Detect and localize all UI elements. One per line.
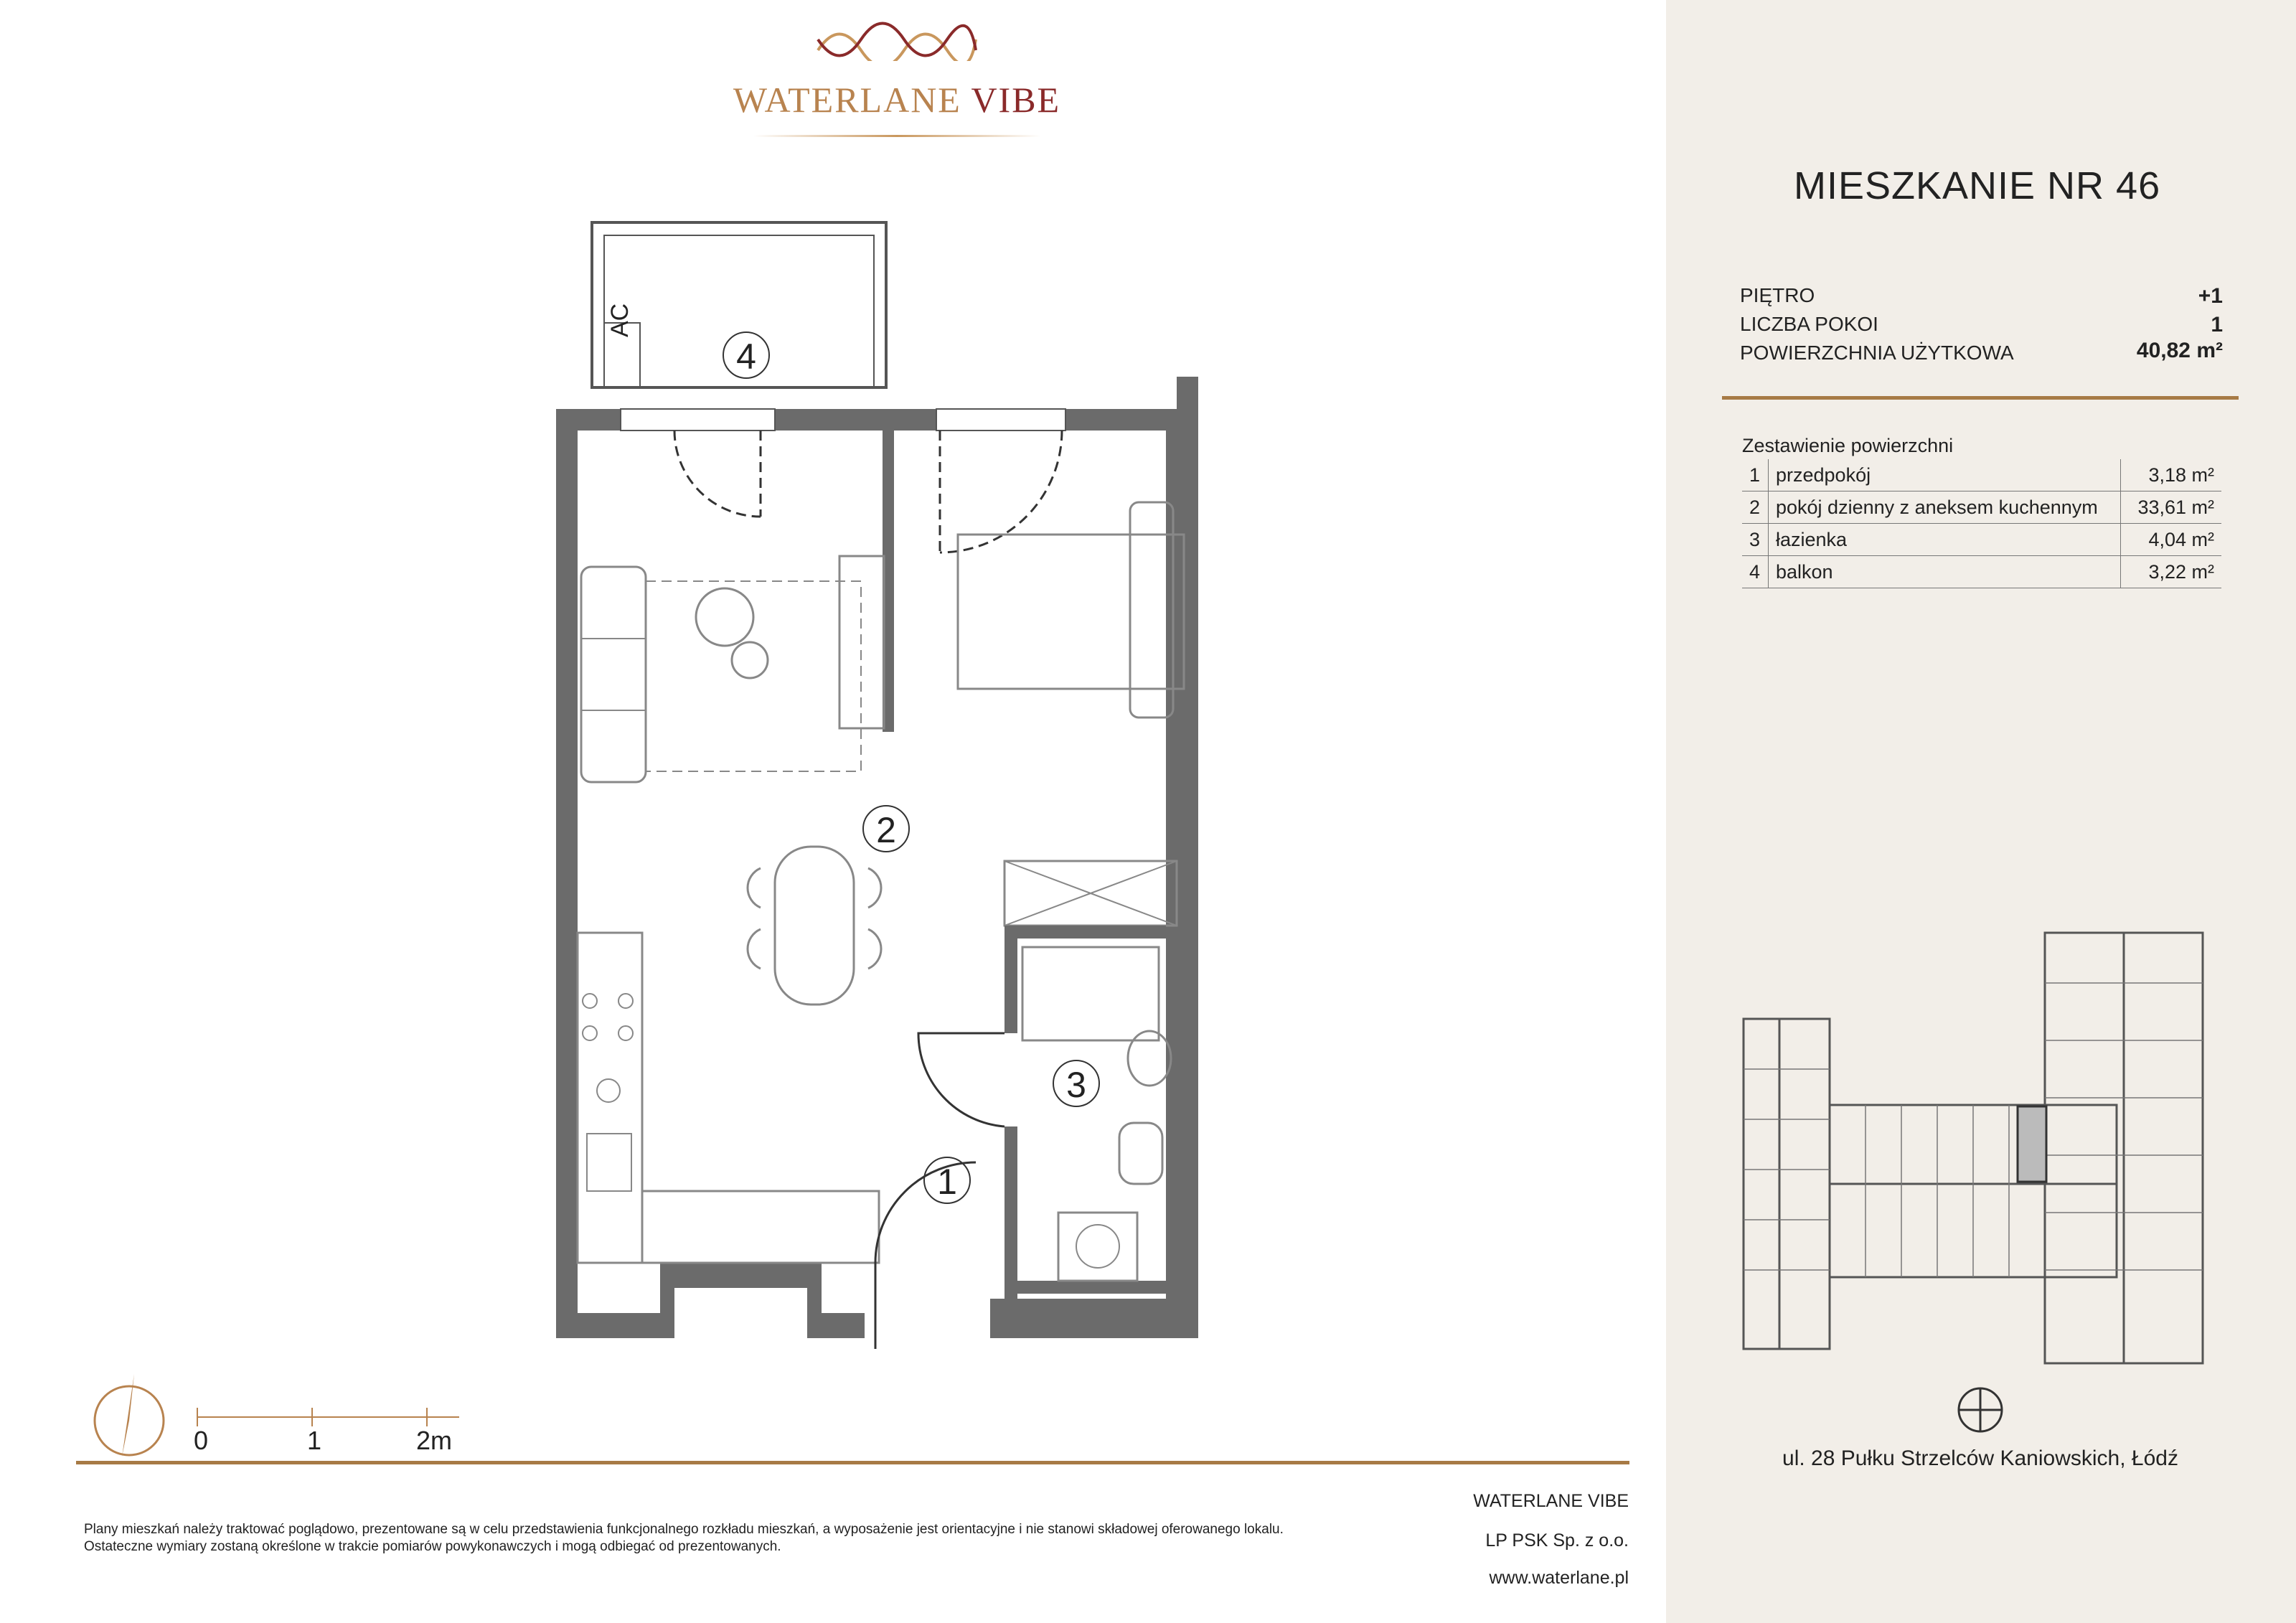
row-number: 1	[1742, 459, 1769, 491]
address: ul. 28 Pułku Strzelców Kaniowskich, Łódź	[1782, 1446, 2178, 1470]
footer-website[interactable]: www.waterlane.pl	[1489, 1568, 1629, 1588]
walls	[556, 377, 1198, 1338]
brand-name-part2: VIBE	[971, 80, 1061, 120]
kitchen-counter	[578, 933, 642, 1263]
row-area: 3,22 m²	[2121, 556, 2222, 588]
row-number: 4	[1742, 556, 1769, 588]
footer-company-2: LP PSK Sp. z o.o.	[1485, 1530, 1629, 1551]
room-label-3: 3	[1066, 1065, 1086, 1105]
dining-table	[775, 847, 854, 1005]
info-value-area: 40,82 m²	[2136, 339, 2223, 362]
info-panel	[1666, 0, 2296, 1623]
info-value-rooms: 1	[2211, 313, 2223, 337]
highlighted-apartment	[2018, 1106, 2046, 1182]
table-row	[1742, 556, 2221, 588]
info-label-rooms: LICZBA POKOI	[1740, 313, 1878, 335]
logo-waves-icon	[811, 18, 983, 61]
ac-label: AC	[606, 303, 634, 337]
row-number: 2	[1742, 491, 1769, 524]
brand-logo	[718, 79, 1076, 121]
bottom-divider	[76, 1461, 1629, 1464]
row-name: pokój dzienny z aneksem kuchennym	[1769, 491, 2121, 524]
row-name: łazienka	[1769, 524, 2121, 556]
info-label-area: POWIERZCHNIA UŻYTKOWA	[1740, 342, 2014, 364]
row-area: 3,18 m²	[2121, 459, 2222, 491]
info-divider	[1722, 396, 2239, 400]
scale-tick-0: 0	[194, 1426, 209, 1455]
building-key-plan	[1736, 926, 2224, 1370]
info-value-floor: +1	[2198, 284, 2223, 308]
floor-plan	[545, 215, 1248, 1349]
logo-underline	[753, 135, 1040, 137]
table-row	[1742, 524, 2221, 556]
row-area: 4,04 m²	[2121, 524, 2222, 556]
room-label-2: 2	[876, 810, 896, 850]
scale-tick-2: 2m	[416, 1426, 453, 1455]
room-label-1: 1	[937, 1162, 957, 1202]
row-area: 33,61 m²	[2121, 491, 2222, 524]
apartment-title: MIESZKANIE NR 46	[1794, 164, 2161, 207]
disclaimer-line-2: Ostateczne wymiary zostaną określone w trakcie pomiarów powykonawczych i mogą odbiegać od prezentowanych.	[84, 1539, 781, 1554]
table-row	[1742, 459, 2221, 491]
scale-bar	[194, 1406, 466, 1428]
bathtub	[1022, 947, 1159, 1040]
table-row	[1742, 491, 2221, 524]
footer-company-1: WATERLANE VIBE	[1473, 1491, 1629, 1511]
bed	[958, 535, 1184, 689]
info-label-floor: PIĘTRO	[1740, 284, 1815, 306]
disclaimer-line-1: Plany mieszkań należy traktować poglądowo, prezentowane są w celu przedstawienia funkcjonalnego rozkładu mieszkań, a wyposażenie jest orientacyjne i nie stanowi składowej oferowanego lokalu.	[84, 1522, 1284, 1537]
row-name: przedpokój	[1769, 459, 2121, 491]
area-table-caption: Zestawienie powierzchni	[1742, 435, 1954, 456]
brand-name-part1: WATERLANE	[733, 80, 961, 120]
scale-tick-1: 1	[307, 1426, 322, 1455]
compass-small-icon	[1955, 1385, 2005, 1435]
area-table	[1742, 459, 2221, 588]
row-name: balkon	[1769, 556, 2121, 588]
row-number: 3	[1742, 524, 1769, 556]
compass-icon	[90, 1370, 169, 1464]
disclaimer	[84, 1521, 1447, 1556]
room-label-4: 4	[736, 337, 756, 377]
sofa	[581, 567, 646, 782]
